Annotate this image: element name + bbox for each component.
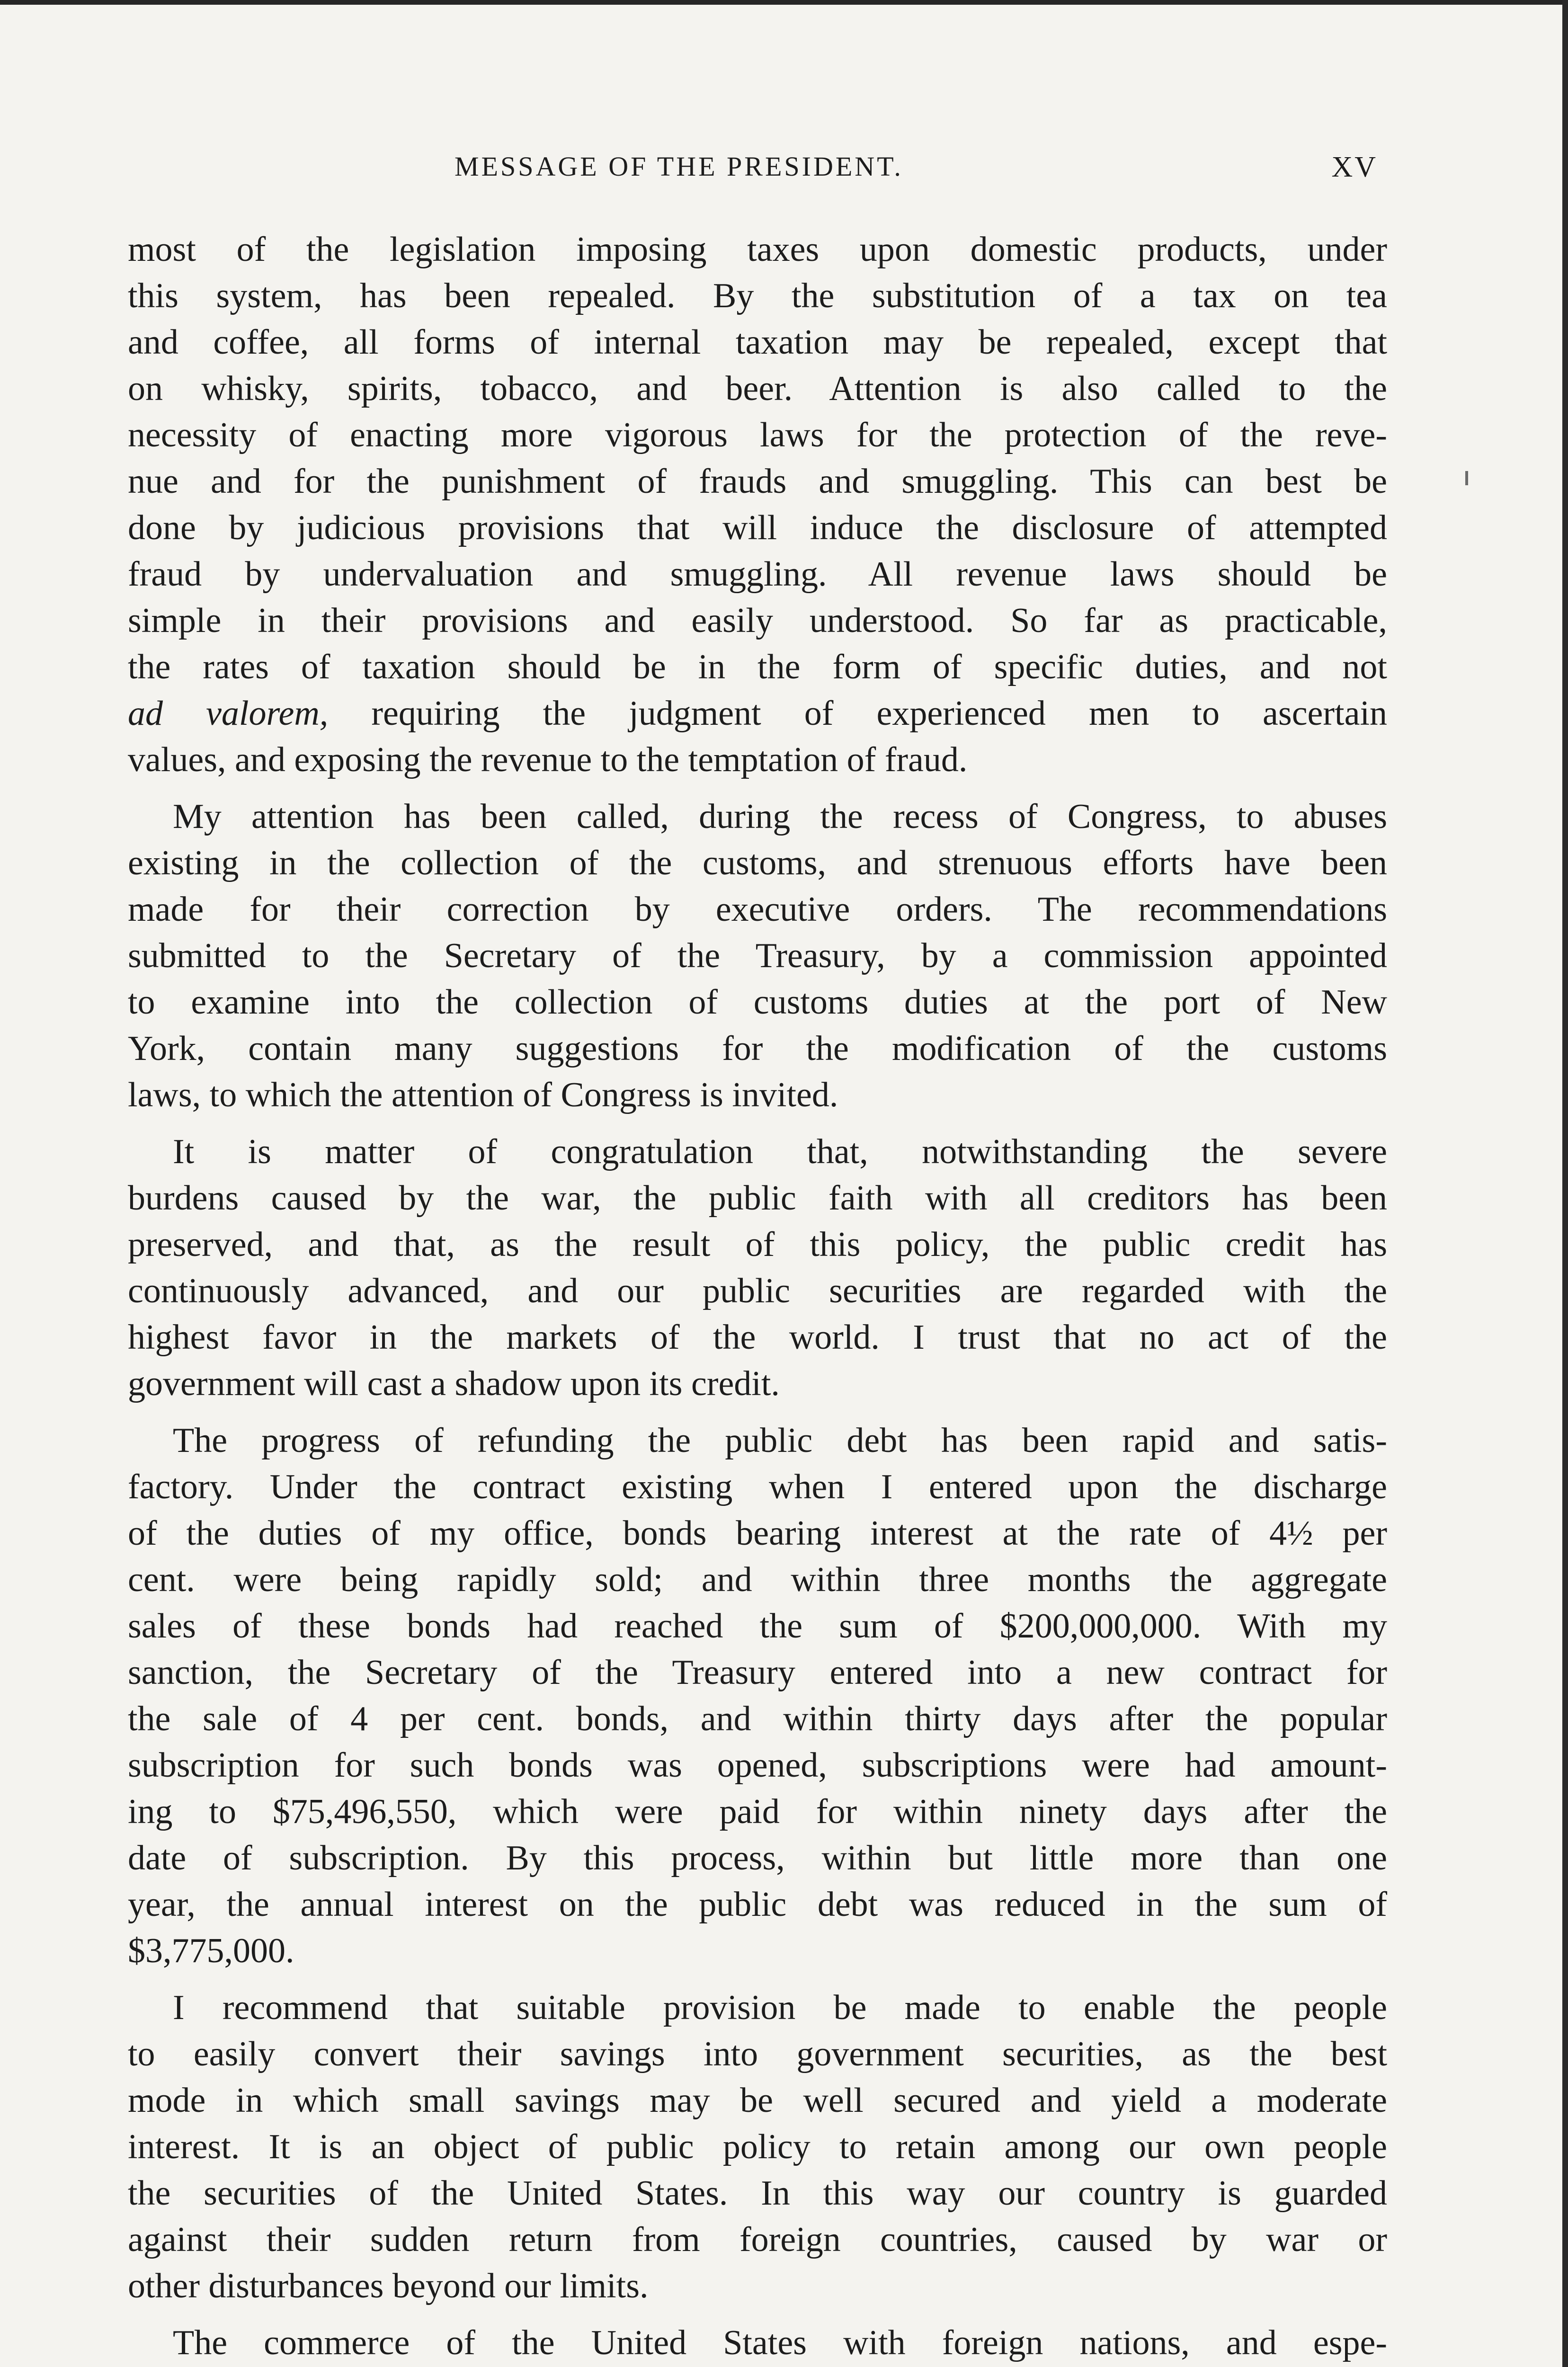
text-line: and coffee, all forms of internal taxation may be repealed, except that	[128, 323, 1387, 362]
text-line: simple in their provisions and easily understood. So far as practicable,	[128, 601, 1387, 640]
text-line: $3,775,000.	[128, 1931, 294, 1970]
italic-phrase: ad valorem,	[128, 694, 329, 733]
margin-mark	[1465, 471, 1468, 485]
text-line: the sale of 4 per cent. bonds, and within thirty days after the popular	[128, 1700, 1387, 1738]
paragraph	[128, 1984, 1387, 2309]
paragraph	[128, 793, 1387, 1118]
text-line: burdens caused by the war, the public faith with all creditors has been	[128, 1179, 1387, 1218]
running-head: MESSAGE OF THE PRESIDENT.	[454, 151, 903, 182]
text-line: existing in the collection of the customs, and strenuous efforts have been	[128, 844, 1387, 882]
text-line: subscription for such bonds was opened, subscriptions were had amount-	[128, 1746, 1387, 1785]
paragraph	[128, 226, 1387, 783]
text-line: of the duties of my office, bonds bearing interest at the rate of 4½ per	[128, 1514, 1387, 1553]
text-line: laws, to which the attention of Congress is invited.	[128, 1076, 838, 1114]
body-text	[128, 226, 1387, 2367]
text-line: necessity of enacting more vigorous laws for the protection of the reve-	[128, 416, 1387, 454]
paragraph	[128, 1129, 1387, 1407]
text-line: preserved, and that, as the result of this policy, the public credit has	[128, 1225, 1387, 1264]
text-line: factory. Under the contract existing when I entered upon the discharge	[128, 1468, 1387, 1506]
text-line	[128, 690, 1387, 737]
text-line: against their sudden return from foreign countries, caused by war or	[128, 2220, 1387, 2259]
text-line: It is matter of congratulation that, notwithstanding the severe	[173, 1132, 1387, 1171]
text-line: interest. It is an object of public policy to retain among our own people	[128, 2127, 1387, 2166]
line-remainder: requiring the judgment of experienced men to ascertain	[371, 694, 1387, 733]
text-line: I recommend that suitable provision be made to enable the people	[173, 1988, 1387, 2027]
text-line: highest favor in the markets of the world. I trust that no act of the	[128, 1318, 1387, 1357]
text-line: to easily convert their savings into government securities, as the best	[128, 2035, 1387, 2073]
paragraph	[128, 2320, 1387, 2367]
text-line: My attention has been called, during the recess of Congress, to abuses	[173, 797, 1387, 836]
text-line: the securities of the United States. In this way our country is guarded	[128, 2174, 1387, 2213]
text-line: cent. were being rapidly sold; and within three months the aggregate	[128, 1560, 1387, 1599]
text-line: the rates of taxation should be in the form of specific duties, and not	[128, 648, 1387, 686]
text-line: values, and exposing the revenue to the temptation of fraud.	[128, 740, 968, 779]
right-border	[1562, 0, 1568, 2367]
text-line: nue and for the punishment of frauds and smuggling. This can best be	[128, 462, 1387, 501]
text-line: sales of these bonds had reached the sum of $200,000,000. With my	[128, 1607, 1387, 1646]
text-line: submitted to the Secretary of the Treasury, by a commission appointed	[128, 936, 1387, 975]
page-number: XV	[1331, 151, 1378, 183]
text-line: continuously advanced, and our public securities are regarded with the	[128, 1272, 1387, 1310]
text-line: made for their correction by executive orders. The recommendations	[128, 890, 1387, 929]
text-line: date of subscription. By this process, within but little more than one	[128, 1839, 1387, 1878]
text-line: The commerce of the United States with foreign nations, and espe-	[173, 2323, 1387, 2362]
text-line: The progress of refunding the public debt has been rapid and satis-	[173, 1421, 1387, 1460]
text-line: ing to $75,496,550, which were paid for within ninety days after the	[128, 1792, 1387, 1831]
text-line: other disturbances beyond our limits.	[128, 2267, 649, 2305]
text-line: done by judicious provisions that will induce the disclosure of attempted	[128, 508, 1387, 547]
text-line: this system, has been repealed. By the substitution of a tax on tea	[128, 276, 1387, 315]
text-line: most of the legislation imposing taxes upon domestic products, under	[128, 230, 1387, 269]
text-line: mode in which small savings may be well secured and yield a moderate	[128, 2081, 1387, 2120]
paragraph	[128, 1417, 1387, 1974]
text-line: York, contain many suggestions for the modification of the customs	[128, 1029, 1387, 1068]
text-line: sanction, the Secretary of the Treasury entered into a new contract for	[128, 1653, 1387, 1692]
text-line: year, the annual interest on the public debt was reduced in the sum of	[128, 1885, 1387, 1924]
text-line: government will cast a shadow upon its credit.	[128, 1364, 780, 1403]
top-border	[0, 0, 1568, 5]
text-line: fraud by undervaluation and smuggling. All revenue laws should be	[128, 555, 1387, 594]
text-line: on whisky, spirits, tobacco, and beer. Attention is also called to the	[128, 369, 1387, 408]
text-line: to examine into the collection of customs duties at the port of New	[128, 983, 1387, 1022]
page-header	[128, 151, 1387, 188]
